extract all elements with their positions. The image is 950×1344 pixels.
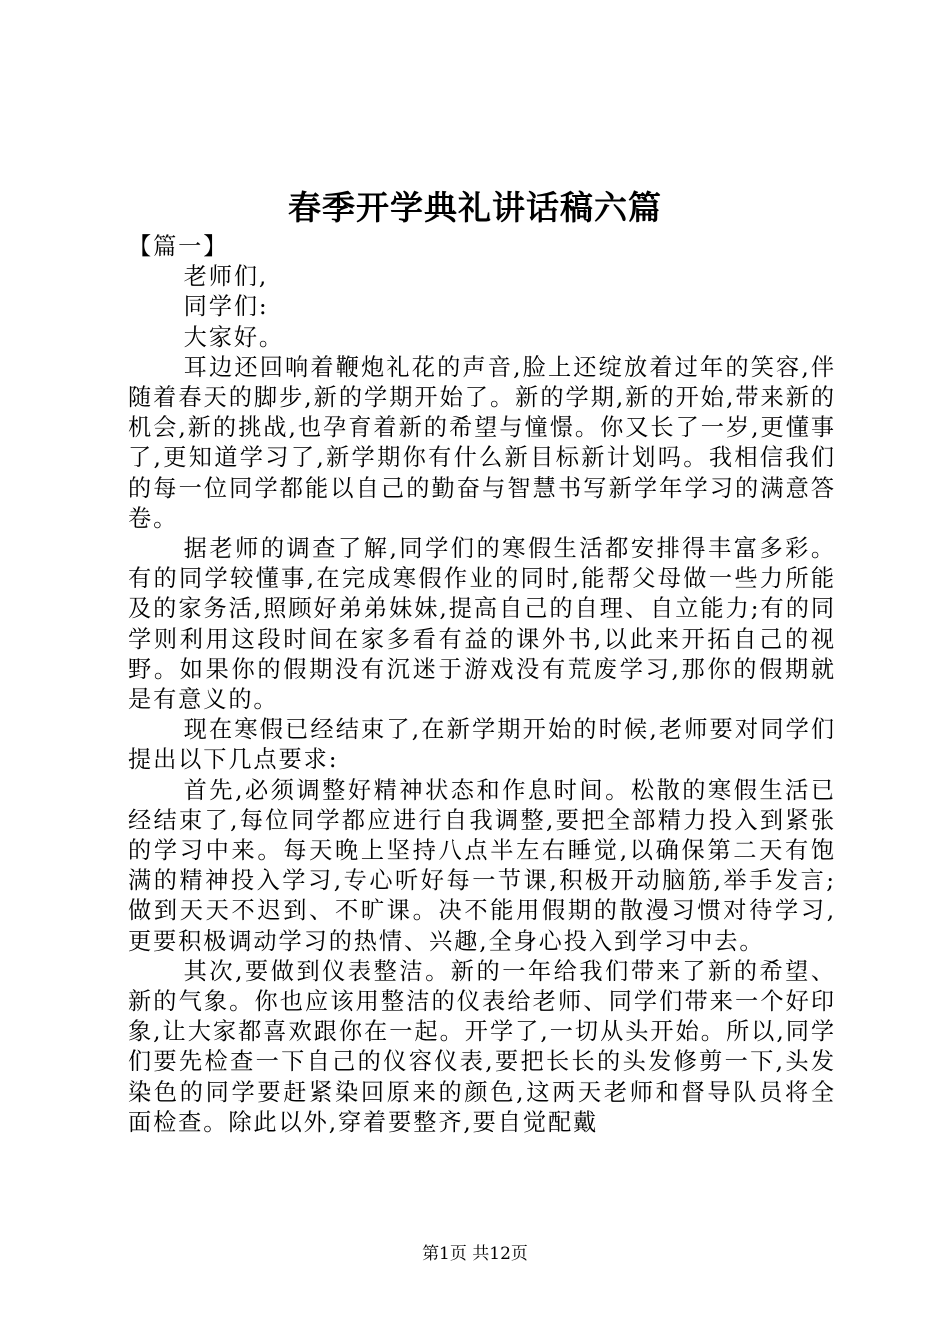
page-number-footer: 第1页 共12页: [422, 1244, 528, 1264]
salutation-teachers: 老师们,: [183, 263, 269, 291]
salutation-greeting: 大家好。: [183, 323, 285, 351]
section-heading: 【篇一】: [128, 233, 229, 260]
paragraph-winter-break: 据老师的调查了解,同学们的寒假生活都安排得丰富多彩。有的同学较懂事,在完成寒假作业的同时,能帮父母做一些力所能及的家务活,照顾好弟弟妹妹,提高自己的自理、自立能力;有的同学则利用这段时间在家多看有益的课外书,以此来开拓自己的视野。如果你的假期没有沉迷于游戏没有荒废学习,那你的假期就是有意义的。: [128, 535, 836, 714]
paragraph-second-requirement: 其次,要做到仪表整洁。新的一年给我们带来了新的希望、新的气象。你也应该用整洁的仪表给老师、同学们带来一个好印象,让大家都喜欢跟你在一起。开学了,一切从头开始。所以,同学们要先检查一下自己的仪容仪表,要把长长的头发修剪一下,头发染色的同学要赶紧染回原来的颜色,这两天老师和督导队员将全面检查。除此以外,穿着要整齐,要自觉配戴: [128, 957, 836, 1136]
paragraph-requirements-intro: 现在寒假已经结束了,在新学期开始的时候,老师要对同学们提出以下几点要求:: [128, 716, 836, 774]
paragraph-first-requirement: 首先,必须调整好精神状态和作息时间。松散的寒假生活已经结束了,每位同学都应进行自我调整,要把全部精力投入到紧张的学习中来。每天晚上坚持八点半左右睡觉,以确保第二天有饱满的精神投入学习,专心听好每一节课,积极开动脑筋,举手发言;做到天天不迟到、不旷课。决不能用假期的散漫习惯对待学习,更要积极调动学习的热情、兴趣,全身心投入到学习中去。: [128, 776, 836, 955]
document-body: [128, 232, 836, 1138]
paragraph-intro: 耳边还回响着鞭炮礼花的声音,脸上还绽放着过年的笑容,伴随着春天的脚步,新的学期开始了。新的学期,新的开始,带来新的机会,新的挑战,也孕育着新的希望与憧憬。你又长了一岁,更懂事了,更知道学习了,新学期你有什么新目标新计划吗。我相信我们的每一位同学都能以自己的勤奋与智慧书写新学年学习的满意答卷。: [128, 353, 836, 532]
document-title: 春季开学典礼讲话稿六篇: [288, 188, 662, 227]
salutation-students: 同学们:: [183, 293, 269, 321]
